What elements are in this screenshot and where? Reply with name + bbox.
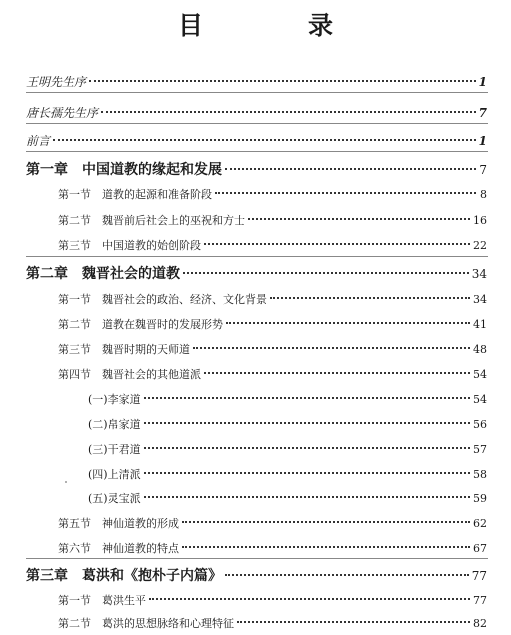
toc-entry-page: 7 (479, 163, 487, 177)
toc-entry-page: 56 (473, 418, 487, 431)
scan-speck (65, 481, 67, 483)
toc-section[interactable] (58, 365, 487, 382)
toc-entry-label: 第一节 道教的起源和准备阶段 (58, 188, 212, 201)
dot-leader (193, 336, 470, 349)
toc-entry[interactable] (26, 72, 487, 90)
divider (26, 123, 488, 124)
toc-entry-label: 第二节 魏晋前后社会上的巫祝和方士 (58, 214, 245, 227)
toc-subsection[interactable] (88, 390, 487, 407)
toc-entry-page: 41 (473, 318, 487, 331)
toc-entry-label: (五)灵宝派 (88, 492, 141, 505)
toc-entry[interactable] (26, 103, 487, 121)
toc-subsection[interactable] (88, 440, 487, 457)
toc-entry-label: 第五节 神仙道教的形成 (58, 517, 179, 530)
page-title: 目 录 (177, 11, 373, 40)
dot-leader (53, 127, 476, 141)
toc-section[interactable] (58, 514, 487, 531)
dot-leader (182, 510, 470, 523)
dot-leader (226, 311, 470, 324)
toc-chapter[interactable] (26, 262, 487, 283)
dot-leader (270, 286, 470, 299)
toc-entry-label: 第二章 魏晋社会的道教 (26, 266, 180, 282)
toc-entry-page: 1 (478, 75, 487, 89)
dot-leader (144, 436, 470, 449)
dot-leader (204, 361, 470, 374)
dot-leader (225, 560, 469, 576)
toc-entry-page: 77 (473, 594, 487, 607)
toc-entry-label: (一)李家道 (88, 393, 141, 406)
dot-leader (144, 485, 470, 498)
toc-entry-page: 22 (473, 239, 487, 252)
toc-section[interactable] (58, 340, 487, 357)
toc-entry-page: 1 (478, 134, 487, 148)
toc-entry-page: 54 (473, 393, 487, 406)
toc-chapter[interactable] (26, 564, 487, 585)
toc-entry-label: 第三章 葛洪和《抱朴子内篇》 (26, 568, 222, 584)
toc-entry-page: 48 (473, 343, 487, 356)
toc-entry-label: 第三节 魏晋时期的天师道 (58, 343, 190, 356)
toc-subsection[interactable] (88, 465, 487, 482)
toc-entry-label: 第二节 葛洪的思想脉络和心理特征 (58, 617, 234, 630)
toc-entry-page: 58 (473, 468, 487, 481)
toc-entry-label: 前言 (26, 134, 51, 148)
toc-entry-label: 第一节 葛洪生平 (58, 594, 146, 607)
dot-leader (182, 535, 470, 548)
divider (26, 256, 488, 257)
toc-entry-page: 54 (473, 368, 487, 381)
dot-leader (215, 181, 476, 194)
toc-entry-page: 34 (473, 293, 487, 306)
toc-entry-page: 16 (473, 214, 487, 227)
dot-leader (144, 461, 470, 474)
toc-section[interactable] (58, 211, 487, 228)
toc-entry-label: 唐长孺先生序 (26, 106, 99, 120)
toc-section[interactable] (58, 236, 487, 253)
dot-leader (144, 386, 470, 399)
toc-section[interactable] (58, 185, 487, 202)
toc-entry-label: 第一章 中国道教的缘起和发展 (26, 162, 222, 178)
toc-entry-label: 第六节 神仙道教的特点 (58, 542, 179, 555)
dot-leader (248, 207, 470, 220)
toc-entry-page: 34 (471, 267, 487, 281)
toc-entry-page: 8 (480, 188, 487, 201)
dot-leader (225, 154, 476, 170)
divider (26, 558, 488, 559)
toc-section[interactable] (58, 290, 487, 307)
toc-entry-label: 王明先生序 (26, 75, 87, 89)
toc-chapter[interactable] (26, 158, 487, 179)
toc-section[interactable] (58, 591, 487, 608)
toc-section[interactable] (58, 315, 487, 332)
toc-entry[interactable] (26, 131, 487, 149)
dot-leader (149, 587, 470, 600)
dot-leader (237, 610, 470, 623)
divider (26, 92, 488, 93)
toc-section[interactable] (58, 539, 487, 556)
toc-entry-page: 7 (478, 106, 487, 120)
toc-entry-page: 82 (473, 617, 487, 630)
toc-entry-label: 第四节 魏晋社会的其他道派 (58, 368, 201, 381)
toc-entry-page: 67 (473, 542, 487, 555)
toc-subsection[interactable] (88, 415, 487, 432)
toc-entry-label: 第二节 道教在魏晋时的发展形势 (58, 318, 223, 331)
toc-section[interactable] (58, 614, 487, 631)
toc-entry-label: (二)帛家道 (88, 418, 141, 431)
toc-entry-page: 59 (473, 492, 487, 505)
dot-leader (183, 258, 469, 274)
toc-entry-label: 第一节 魏晋社会的政治、经济、文化背景 (58, 293, 267, 306)
divider (26, 151, 488, 152)
dot-leader (101, 99, 476, 113)
toc-entry-page: 62 (473, 517, 487, 530)
toc-entry-label: (三)干君道 (88, 443, 141, 456)
dot-leader (144, 411, 470, 424)
toc-entry-label: 第三节 中国道教的始创阶段 (58, 239, 201, 252)
toc-entry-label: (四)上清派 (88, 468, 141, 481)
toc-entry-page: 77 (471, 569, 487, 583)
toc-subsection[interactable] (88, 489, 487, 506)
dot-leader (89, 68, 476, 82)
dot-leader (204, 232, 470, 245)
toc-entry-page: 57 (473, 443, 487, 456)
